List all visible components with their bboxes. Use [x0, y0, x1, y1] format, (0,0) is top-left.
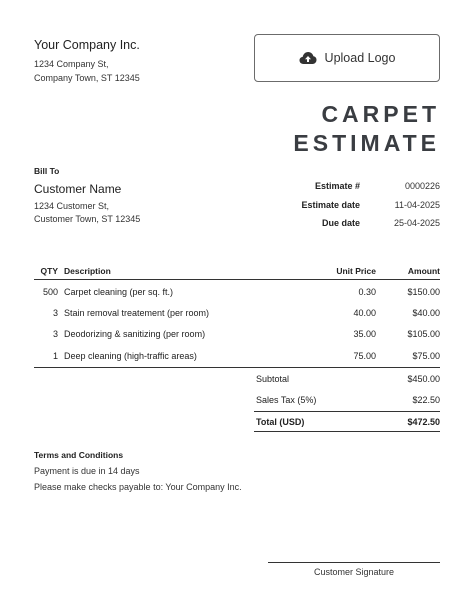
- total-row: [254, 411, 440, 432]
- subtotal-value: $450.00: [407, 373, 440, 384]
- row-amount: $40.00: [412, 307, 440, 318]
- company-address: [34, 57, 140, 85]
- row-unit-price: 0.30: [358, 286, 376, 297]
- due-date-label: Due date: [321, 218, 360, 229]
- table-header: [34, 262, 440, 280]
- due-date-value: 25-04-2025: [393, 218, 440, 229]
- subtotal-label: Subtotal: [256, 373, 290, 384]
- estimate-date-row: [280, 196, 440, 215]
- row-qty: 3: [52, 329, 58, 340]
- row-description: Stain removal treatement (per room): [64, 307, 210, 318]
- row-amount: $105.00: [407, 329, 440, 340]
- signature-label: Customer Signature: [313, 567, 395, 577]
- table-row: [34, 345, 440, 366]
- terms-title: Terms and Conditions: [34, 450, 124, 460]
- document-title: [293, 100, 440, 158]
- row-description: Carpet cleaning (per sq. ft.): [64, 286, 174, 297]
- estimate-number-value: 0000226: [404, 181, 440, 192]
- upload-logo-button[interactable]: [254, 34, 440, 82]
- subtotal-row: [254, 368, 440, 389]
- estimate-date-value: 11-04-2025: [394, 199, 440, 210]
- signature-line: [268, 562, 440, 563]
- table-row: [34, 281, 440, 302]
- totals-block: [254, 368, 440, 432]
- row-amount: $75.00: [412, 350, 440, 361]
- table-row: [34, 302, 440, 323]
- row-description: Deodorizing & sanitizing (per room): [64, 329, 206, 340]
- company-address-line1: 1234 Company St,: [34, 59, 109, 69]
- table-body: [34, 280, 440, 368]
- customer-address: [34, 200, 140, 226]
- row-qty: 1: [52, 350, 58, 361]
- due-date-row: [280, 214, 440, 233]
- customer-name: Customer Name: [34, 182, 122, 196]
- unit-price-header: Unit Price: [336, 265, 376, 276]
- cloud-upload-icon: [299, 51, 317, 65]
- terms-line-checks: Please make checks payable to: Your Company Inc.: [34, 482, 242, 492]
- bill-to-label: Bill To: [34, 166, 60, 176]
- total-label: Total (USD): [256, 416, 305, 427]
- table-row: [34, 324, 440, 345]
- document-title-line1: CARPET: [321, 101, 440, 127]
- sales-tax-label: Sales Tax (5%): [256, 394, 317, 405]
- document-title-line2: ESTIMATE: [293, 130, 440, 156]
- estimate-number-row: [280, 177, 440, 196]
- row-qty: 500: [42, 286, 58, 297]
- row-amount: $150.00: [407, 286, 440, 297]
- estimate-date-label: Estimate date: [301, 199, 360, 210]
- company-address-line2: Company Town, ST 12345: [34, 73, 140, 83]
- row-description: Deep cleaning (high-traffic areas): [64, 350, 197, 361]
- description-header: Description: [64, 265, 111, 276]
- sales-tax-value: $22.50: [412, 394, 440, 405]
- line-items-table: [34, 262, 440, 368]
- terms-line-payment: Payment is due in 14 days: [34, 466, 140, 476]
- total-value: $472.50: [407, 416, 440, 427]
- estimate-number-label: Estimate #: [314, 181, 360, 192]
- sales-tax-row: [254, 389, 440, 410]
- company-name: Your Company Inc.: [34, 38, 140, 52]
- customer-address-line2: Customer Town, ST 12345: [34, 214, 141, 224]
- row-unit-price: 35.00: [353, 329, 376, 340]
- row-unit-price: 75.00: [353, 350, 376, 361]
- estimate-meta: [280, 177, 440, 233]
- upload-logo-label: Upload Logo: [324, 51, 396, 65]
- row-unit-price: 40.00: [353, 307, 376, 318]
- amount-header: Amount: [407, 265, 440, 276]
- customer-address-line1: 1234 Customer St,: [34, 201, 110, 211]
- row-qty: 3: [52, 307, 58, 318]
- qty-header: QTY: [40, 265, 58, 276]
